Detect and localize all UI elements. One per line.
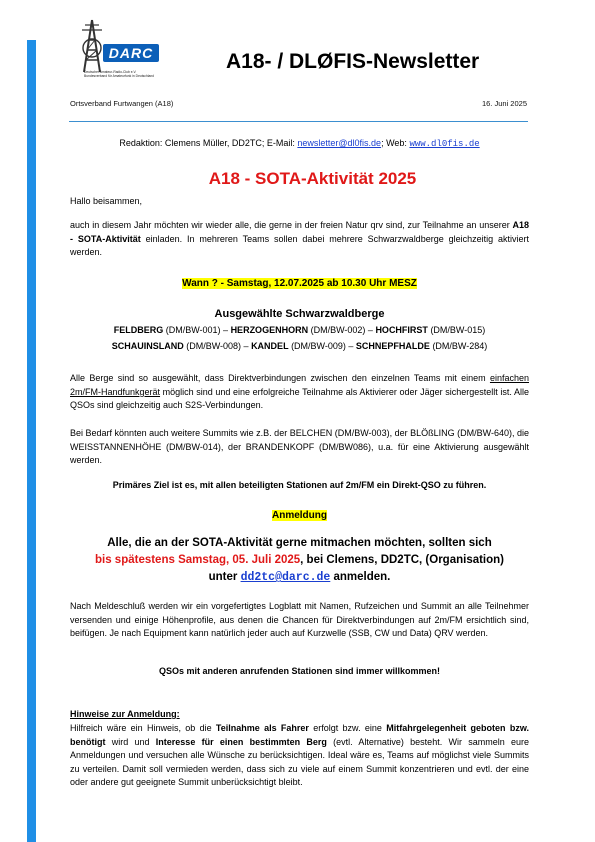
peak-list-row-1: [70, 324, 529, 338]
greeting: Hallo beisammen,: [70, 196, 143, 206]
header-divider: [69, 121, 528, 122]
ortsverband-label: Ortsverband Furtwangen (A18): [70, 99, 174, 108]
newsletter-email-link[interactable]: newsletter@dl0fis.de: [297, 138, 382, 148]
redaktion-line: Redaktion: Clemens Müller, DD2TC; E-Mail: newsletter@dl0fis.de; Web: www.dl0fis.de: [119, 138, 480, 149]
signup-email-link[interactable]: dd2tc@darc.de: [240, 571, 331, 584]
darc-subline: Deutscher Amateur-Radio-Club e.V. Bundesverband für Amateurfunk in Deutschland: [84, 70, 155, 78]
goal-statement: Primäres Ziel ist es, mit allen beteiligten Stationen auf 2m/FM ein Direkt-QSO zu führen.: [112, 480, 487, 490]
peak-feldberg: FELDBERG (DM/BW-001) –: [113, 325, 231, 335]
hints-paragraph: Hilfreich wäre ein Hinweis, ob die Teilnahme als Fahrer erfolgt bzw. eine Mitfahrgelegenheit geboten bzw. benötigt wird und Interesse für einen bestimmten Berg (evtl. Alternative) besteht. Wir sammeln eure Anmeldungen und versuchen alle Wünsche zu berücksichtigen. Ideal wäre es, Teams auf möglichst viele Summits zu verteilen. Damit soll vermieden werden, dass sich zu viele auf einem Summit konzentrieren und evtl. der eine oder andere gut geeignete Summit unberücksichtigt bleibt.: [70, 723, 529, 788]
website-link[interactable]: www.dl0fis.de: [409, 139, 480, 149]
peak-list-row-2: [70, 340, 529, 354]
darc-logo: [76, 18, 191, 80]
mountains-paragraph: Alle Berge sind so ausgewählt, dass Direktverbindungen zwischen den einzelnen Teams mit einem einfachen 2m/FM-Handfunkgerät möglich sind und eine erfolgreiche Teilnahme als Aktivierer oder Jäger sichergestellt ist. Alle QSOs sind gleichzeitig auch S2S-Verbindungen.: [70, 373, 529, 411]
when-line: Wann ? - Samstag, 12.07.2025 ab 10.30 Uhr MESZ: [182, 278, 417, 289]
newsletter-title: A18- / DLØFIS-Newsletter: [226, 50, 480, 73]
peak-hochfirst: HOCHFIRST (DM/BW-015): [375, 325, 486, 335]
article-title: A18 - SOTA-Aktivität 2025: [208, 169, 417, 188]
qso-welcome: QSOs mit anderen anrufenden Stationen sind immer willkommen!: [158, 666, 441, 676]
peak-schauinsland: SCHAUINSLAND (DM/BW-008) –: [111, 341, 252, 351]
signup-block: Alle, die an der SOTA-Aktivität gerne mitmachen möchten, sollten sich bis spätestens Samstag, 05. Juli 2025, bei Clemens, DD2TC, (Organisation) unter dd2tc@darc.de anmelden.: [94, 537, 505, 584]
peaks-title: Ausgewählte Schwarzwaldberge: [214, 308, 385, 320]
peak-kandel: KANDEL (DM/BW-009) –: [251, 341, 356, 351]
intro-paragraph: auch in diesem Jahr möchten wir wieder alle, die gerne in der freien Natur qrv sind, zur Teilnahme an unserer A18 - SOTA-Aktivität einladen. In mehreren Teams sollen dabei mehrere Schwarzwaldberge gleichzeitig aktiviert werden.: [70, 220, 529, 258]
peak-schnepfhalde: SCHNEPFHALDE (DM/BW-284): [355, 341, 488, 351]
darc-wordmark: DARC: [103, 44, 159, 62]
issue-date: 16. Juni 2025: [481, 99, 527, 108]
peak-herzogenhorn: HERZOGENHORN (DM/BW-002) –: [230, 325, 376, 335]
more-summits-paragraph: Bei Bedarf könnten auch weitere Summits wie z.B. der BELCHEN (DM/BW-003), der BLÖßLING (DM/BW-640), die WEISSTANNENHÖHE (DM/BW-014), der BRANDENKOPF (DM/BW086), u.a. für eine Aktivierung ausgewählt werden.: [70, 428, 529, 466]
left-accent-bar: [27, 40, 36, 842]
signup-deadline: bis spätestens Samstag, 05. Juli 2025: [94, 554, 301, 566]
logblatt-paragraph: Nach Meldeschluß werden wir ein vorgefertigtes Logblatt mit Namen, Rufzeichen und Summit an alle Teilnehmer versenden und einige Höhenprofile, aus denen die Chancen für Direktverbindungen auf 2m/FM ersichtlich sind, beifügen. Je nach Equipment kann natürlich jeder auch auf Kurzwelle (SSB, CW und Data) QRV werden.: [70, 601, 529, 639]
anmeldung-heading: Anmeldung: [272, 510, 327, 521]
hints-heading: Hinweise zur Anmeldung:: [70, 709, 180, 719]
